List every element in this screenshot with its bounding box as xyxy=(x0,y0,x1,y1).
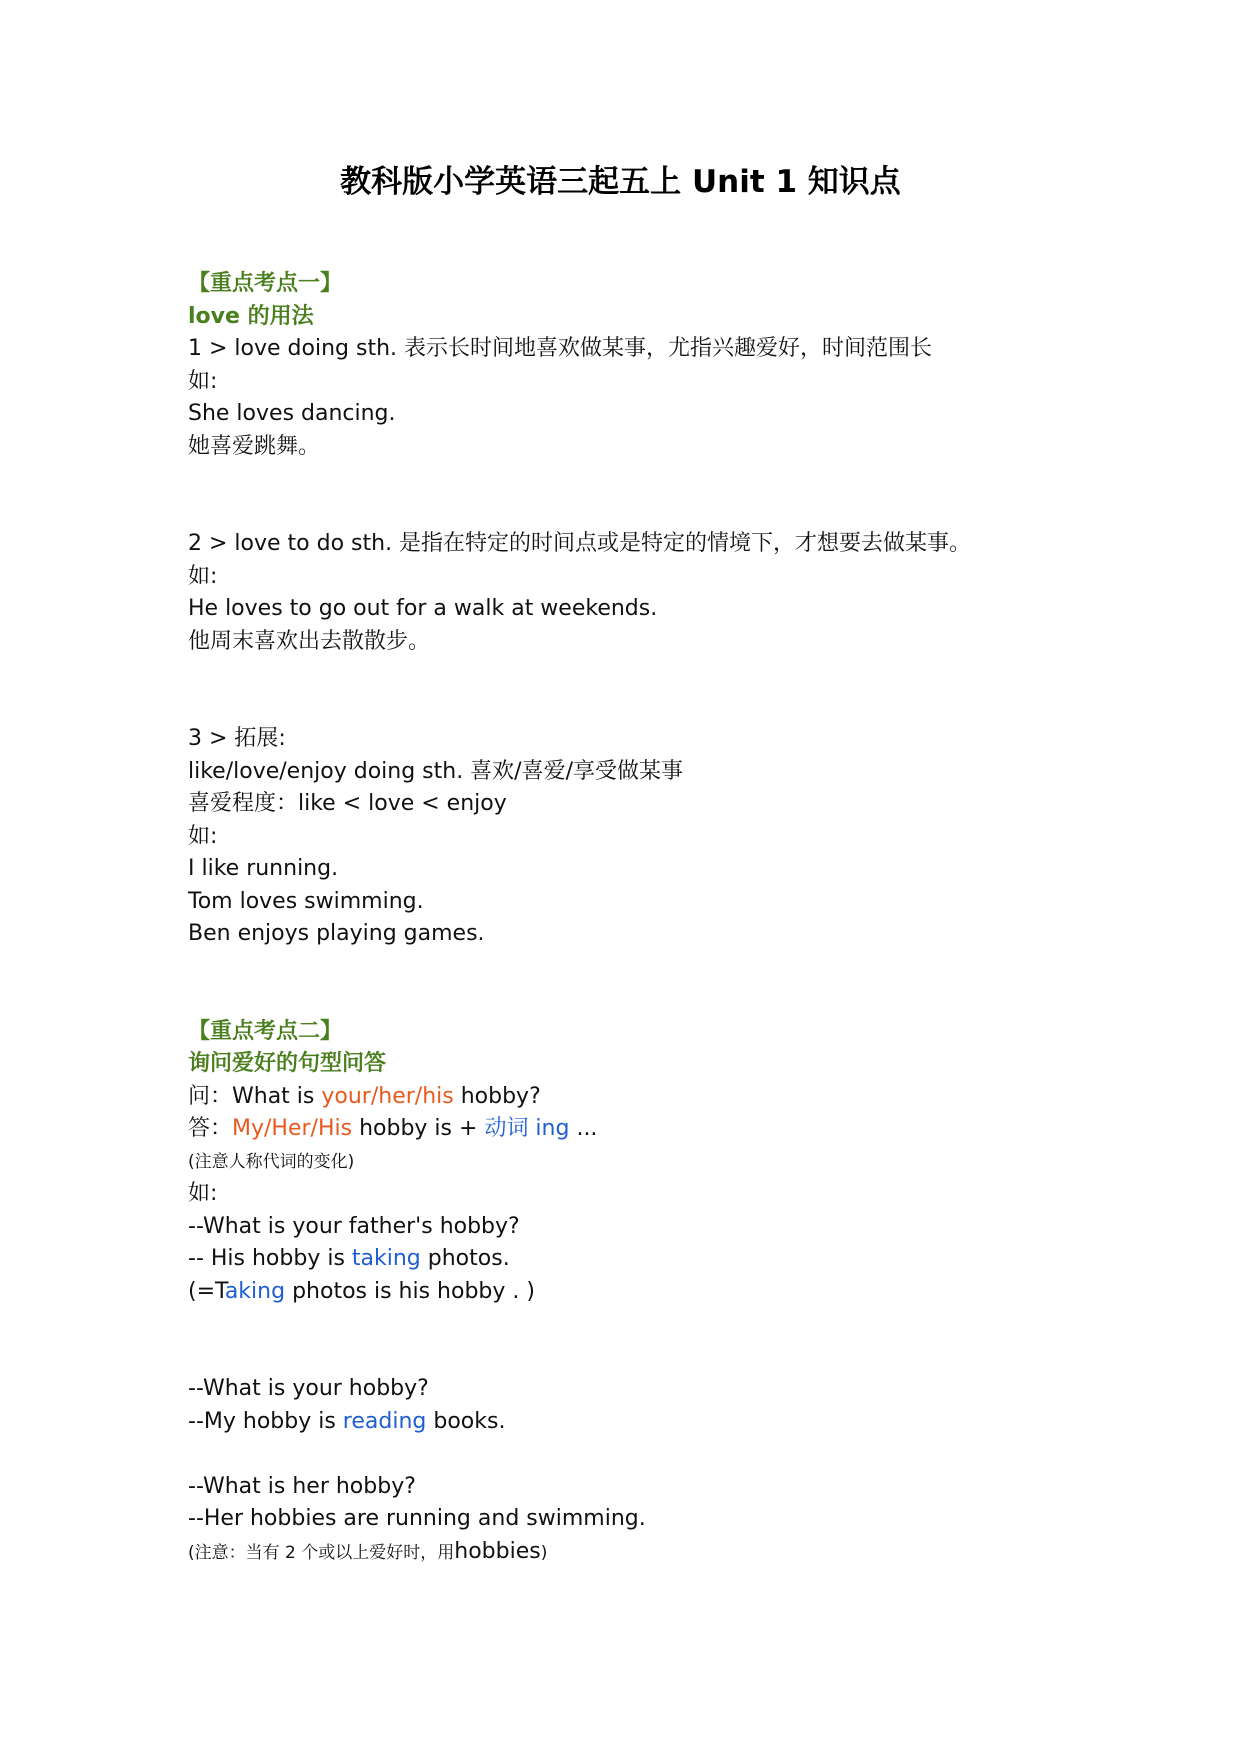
section2-note1: (注意人称代词的变化) xyxy=(188,1151,355,1172)
answer-verb-ing: 动词 ing xyxy=(484,1116,570,1141)
example1-answer-suffix: photos. xyxy=(420,1246,510,1271)
section1-point3: 3 > 拓展: xyxy=(188,726,286,751)
answer-suffix: ... xyxy=(569,1116,598,1141)
example1-rewrite-suffix: photos is his hobby . ) xyxy=(285,1278,535,1304)
section1-point3-example2: Tom loves swimming. xyxy=(188,888,424,914)
example2-question: --What is your hobby? xyxy=(188,1376,429,1401)
section2-heading: 【重点考点二】 xyxy=(188,1018,343,1044)
question-prefix: 问：What is xyxy=(188,1083,322,1109)
example1-answer-verb: taking xyxy=(351,1246,421,1271)
example2-answer xyxy=(188,1406,1148,1439)
section2-example-label: 如: xyxy=(188,1181,218,1206)
section1-point2-example-en: He loves to go out for a walk at weekends. xyxy=(188,596,658,621)
example1-rewrite-verb: aking xyxy=(224,1278,286,1304)
document-body xyxy=(188,268,1148,1568)
example2-answer-verb: reading xyxy=(342,1408,427,1434)
example2-answer-prefix: --My hobby is xyxy=(188,1408,343,1434)
section2-question xyxy=(188,1081,1148,1114)
example1-answer xyxy=(188,1243,1148,1276)
section2-note2 xyxy=(188,1536,1148,1569)
section1-heading: 【重点考点一】 xyxy=(188,271,343,296)
example1-rewrite xyxy=(188,1276,1148,1309)
answer-middle: hobby is + xyxy=(352,1116,485,1141)
section1-point3-line2: 喜爱程度：like < love < enjoy xyxy=(188,791,507,816)
section1-point2-example-label: 如: xyxy=(188,563,218,589)
example1-answer-prefix: -- His hobby is xyxy=(188,1246,352,1271)
question-pronouns: your/her/his xyxy=(321,1083,454,1109)
page-title: 教科版小学英语三起五上 Unit 1 知识点 xyxy=(340,164,901,200)
section1-point3-example-label: 如: xyxy=(188,823,218,849)
section1-point2: 2 > love to do sth. 是指在特定的时间点或是特定的情境下，才想要去做某事。 xyxy=(188,531,972,556)
section1-point1-example-label: 如: xyxy=(188,368,218,394)
example3-question: --What is her hobby? xyxy=(188,1473,416,1499)
example2-answer-suffix: books. xyxy=(426,1408,506,1434)
note2-prefix: (注意：当有 2 个或以上爱好时，用 xyxy=(188,1542,455,1563)
section1-point2-example-zh: 他周末喜欢出去散散步。 xyxy=(188,628,431,654)
section2-subheading: 询问爱好的句型问答 xyxy=(188,1051,387,1076)
answer-prefix: 答： xyxy=(188,1116,233,1141)
note2-suffix: ) xyxy=(540,1542,548,1563)
example1-question: --What is your father's hobby? xyxy=(188,1213,520,1239)
section1-point1: 1 > love doing sth. 表示长时间地喜欢做某事，尤指兴趣爱好，时间范围长 xyxy=(188,336,932,361)
section1-point1-example-en: She loves dancing. xyxy=(188,401,396,426)
section1-point3-line1: like/love/enjoy doing sth. 喜欢/喜爱/享受做某事 xyxy=(188,758,684,784)
section2-answer xyxy=(188,1113,1148,1146)
example3-answer: --Her hobbies are running and swimming. xyxy=(188,1506,646,1531)
example1-rewrite-prefix: (=T xyxy=(188,1278,225,1304)
note2-hobbies: hobbies xyxy=(454,1538,541,1564)
section1-subheading: love 的用法 xyxy=(188,303,314,329)
question-suffix: hobby? xyxy=(453,1083,541,1109)
section1-point3-example1: I like running. xyxy=(188,856,339,881)
answer-pronouns: My/Her/His xyxy=(232,1116,353,1141)
section1-point3-example3: Ben enjoys playing games. xyxy=(188,921,485,946)
section1-point1-example-zh: 她喜爱跳舞。 xyxy=(188,433,321,459)
